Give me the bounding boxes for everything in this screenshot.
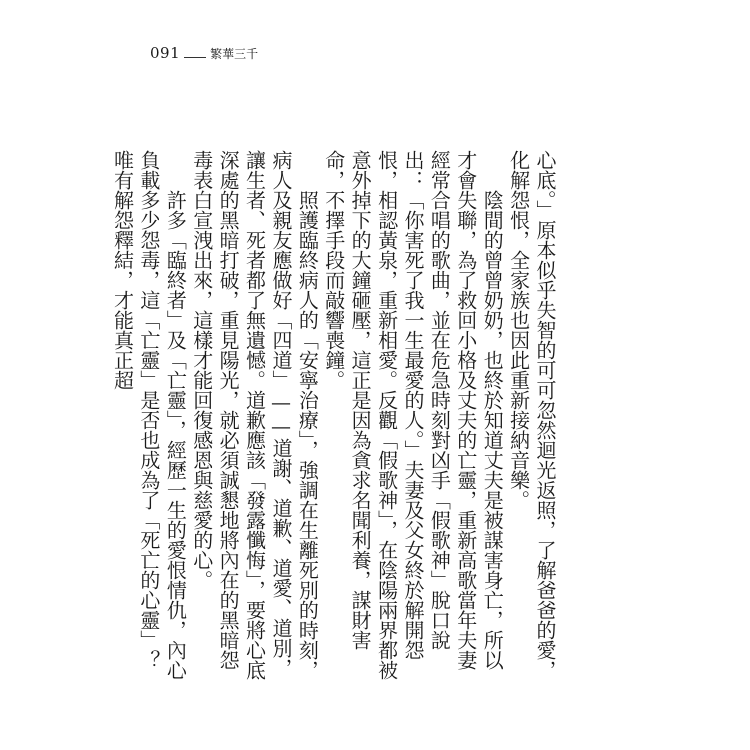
book-title: 繁華三千: [210, 47, 259, 61]
paragraph-3: 照護臨終病人的「安寧治療」，強調在生離死別的時刻，病人及親友應做好「四道」——道謝、道歉、道愛、道別，讓生者、死者都了無遺憾。道歉應該「發露懺悔」，要將心底深處的黑暗打破，重見陽光，就必須誠懇地將內在的黑暗怨毒表白宣洩出來，這樣才能回復感恩與慈愛的心。: [189, 150, 320, 680]
page-header: [150, 40, 258, 62]
paragraph-2: 陰間的曾曾奶奶，也終於知道丈夫是被謀害身亡，所以才會失聯，為了救回小格及丈夫的亡靈，重新高歌當年夫妻經常合唱的歌曲，並在危急時刻對凶手「假歌神」脫口說出：「你害死了我一生最愛的人。」夫妻及父女終於解開怨恨，相認黃泉，重新相愛。反觀「假歌神」，在陰陽兩界都被意外掉下的大鐘砸壓，這正是因為貪求名聞利養，謀財害命，不擇手段而敲響喪鐘。: [321, 150, 505, 680]
page-number: 091: [150, 44, 181, 62]
paragraph-1: 心底。」原本似乎失智的可可忽然迴光返照，了解爸爸的愛，化解怨恨，全家族也因此重新接納音樂。: [506, 150, 557, 680]
paragraph-4: 許多「臨終者」及「亡靈」，經歷一生的愛恨情仇，內心負載多少怨毒，這「亡靈」是否也成為了「死亡的心靈」？唯有解怨釋結，才能真正超: [110, 150, 188, 680]
body-text: [110, 150, 558, 685]
header-rule: [184, 57, 206, 58]
